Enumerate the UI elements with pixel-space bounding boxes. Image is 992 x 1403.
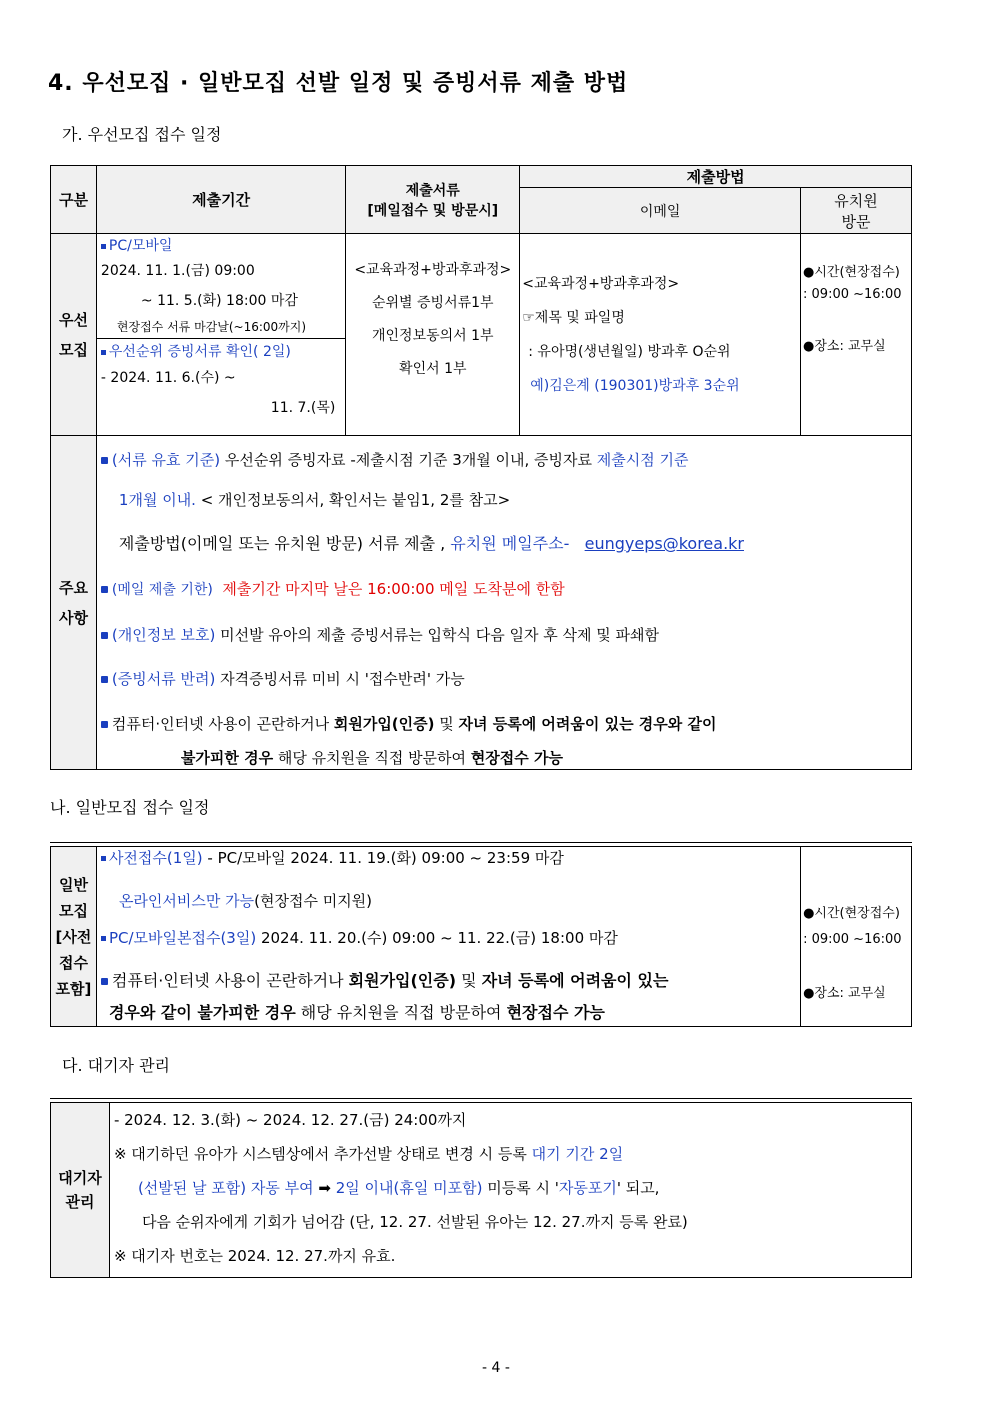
general-onsite-text1: 컴퓨터·인터넷 사용이 곤란하거나 bbox=[111, 971, 349, 990]
period-cell bbox=[96, 234, 345, 436]
waitlist-line3 bbox=[114, 1171, 907, 1205]
check-label-line bbox=[101, 341, 341, 363]
waitlist-line2 bbox=[114, 1137, 907, 1171]
notes-cell bbox=[96, 436, 911, 770]
email-line2: ☞제목 및 파일명 bbox=[522, 309, 625, 326]
pre-registration-text: - PC/모바일 2024. 11. 19.(화) 09:00 ~ 23:59 마감 bbox=[202, 849, 564, 867]
note-privacy-tag: (개인정보 보호) bbox=[111, 626, 216, 644]
bullet-icon bbox=[101, 936, 106, 941]
note-deadline bbox=[101, 566, 907, 613]
bullet-icon bbox=[101, 856, 106, 861]
note-validity-month: 1개월 이내. bbox=[118, 491, 196, 509]
row-label-line1: 우선 bbox=[58, 310, 88, 329]
online-only-text: (현장접수 미지원) bbox=[254, 892, 373, 910]
waitlist-line5: ※ 대기자 번호는 2024. 12. 27.까지 유효. bbox=[113, 1247, 396, 1265]
note-method-mail-label: 유치원 메일주소- bbox=[450, 534, 570, 553]
note-return bbox=[101, 657, 907, 701]
visit-place: ●장소: 교무실 bbox=[803, 339, 886, 354]
pre-registration-label: 사전접수(1일) bbox=[108, 849, 203, 867]
visit-time-label: ●시간(현장접수) bbox=[803, 265, 900, 280]
waitlist-content bbox=[109, 1103, 911, 1278]
header-docs-line2: [메일접수 및 방문시] bbox=[367, 202, 499, 219]
general-label-line3: [사전 bbox=[55, 927, 92, 946]
general-onsite-bold1: 회원가입(인증) bbox=[348, 971, 457, 990]
note-method-text: 제출방법(이메일 또는 유치원 방문) 서류 제출 , bbox=[118, 534, 451, 553]
docs-line3: 개인정보동의서 1부 bbox=[372, 328, 494, 344]
section-c-title: 다. 대기자 관리 bbox=[62, 1056, 170, 1075]
header-period: 제출기간 bbox=[96, 166, 345, 234]
note-onsite bbox=[101, 701, 907, 747]
general-onsite-text2: 및 bbox=[456, 971, 482, 990]
note-privacy-text: 미선발 유아의 제출 증빙서류는 입학식 다음 일자 후 삭제 및 파쇄함 bbox=[215, 626, 660, 644]
main-registration-text: 2024. 11. 20.(수) 09:00 ~ 11. 22.(금) 18:00 마감 bbox=[256, 929, 618, 947]
bullet-icon bbox=[101, 632, 108, 639]
note-validity bbox=[101, 442, 907, 478]
header-email: 이메일 bbox=[520, 188, 801, 234]
pre-registration bbox=[101, 847, 796, 869]
general-label bbox=[51, 847, 97, 1027]
general-onsite-cont bbox=[101, 1001, 796, 1025]
note-privacy bbox=[101, 613, 907, 657]
email-line3: : 유아명(생년월일) 방과후 O순위 bbox=[528, 343, 731, 360]
bullet-icon bbox=[101, 676, 108, 683]
docs-line4: 확인서 1부 bbox=[399, 361, 467, 377]
priority-schedule-table bbox=[50, 165, 912, 770]
waitlist-label-line1: 대기자 bbox=[58, 1169, 102, 1187]
general-onsite-cont-text: 해당 유치원을 직접 방문하여 bbox=[295, 1003, 507, 1022]
header-visit bbox=[801, 188, 912, 234]
waitlist-table bbox=[50, 1102, 912, 1278]
bullet-icon bbox=[101, 457, 108, 464]
note-method bbox=[101, 522, 907, 566]
pc-mobile-label: PC/모바일 bbox=[108, 238, 173, 254]
section-b-title: 나. 일반모집 접수 일정 bbox=[50, 798, 210, 817]
general-onsite-cont-bold2: 현장접수 가능 bbox=[506, 1003, 605, 1022]
section-b-topline bbox=[50, 842, 912, 843]
notes-label-line1: 주요 bbox=[58, 578, 88, 597]
general-label-line1: 일반 bbox=[58, 875, 88, 894]
bullet-icon bbox=[101, 244, 106, 249]
bullet-icon bbox=[101, 586, 108, 593]
general-label-line4: 접수 bbox=[58, 953, 88, 972]
visit-time-value: : 09:00 ~16:00 bbox=[803, 287, 902, 302]
notes-label bbox=[51, 436, 97, 770]
email-cell bbox=[520, 234, 801, 436]
note-deadline-text: 제출기간 마지막 날은 16:00:00 메일 도착분에 한함 bbox=[222, 580, 565, 598]
visit-cell bbox=[801, 234, 912, 436]
check-line1: - 2024. 11. 6.(수) ~ bbox=[100, 370, 236, 386]
waitlist-line3-auto: (선발된 날 포함) 자동 부여 bbox=[137, 1179, 314, 1197]
notes-label-line2: 사항 bbox=[58, 608, 88, 627]
waitlist-line3-tail: ' 되고, bbox=[616, 1179, 660, 1197]
note-validity-text: 우선순위 증빙자료 -제출시점 기준 3개월 이내, 증빙자료 bbox=[220, 451, 597, 469]
header-category: 구분 bbox=[51, 166, 97, 234]
general-onsite bbox=[101, 961, 796, 1001]
note-onsite-bold2: 자녀 등록에 어려움이 있는 경우와 같이 bbox=[458, 715, 717, 733]
docs-line1: <교육과정+방과후과정> bbox=[354, 262, 512, 278]
general-label-line2: 모집 bbox=[58, 901, 88, 920]
waitlist-line3-days: 2일 이내(휴일 미포함) bbox=[335, 1179, 483, 1197]
check-line2: 11. 7.(목) bbox=[270, 400, 336, 416]
bullet-icon bbox=[101, 978, 108, 985]
section-a-title: 가. 우선모집 접수 일정 bbox=[62, 125, 222, 144]
online-only bbox=[101, 881, 796, 921]
note-deadline-tag: (메일 제출 기한) bbox=[111, 582, 213, 598]
general-onsite-bold2: 자녀 등록에 어려움이 있는 bbox=[481, 971, 669, 990]
bullet-icon bbox=[101, 721, 108, 728]
main-heading: 4. 우선모집 · 일반모집 선발 일정 및 증빙서류 제출 방법 bbox=[48, 71, 629, 96]
header-method: 제출방법 bbox=[520, 166, 912, 188]
arrow-icon: ➡ bbox=[313, 1179, 336, 1197]
header-docs-line1: 제출서류 bbox=[405, 182, 460, 199]
note-onsite-bold1: 회원가입(인증) bbox=[333, 715, 435, 733]
header-visit-line1: 유치원 bbox=[834, 191, 878, 210]
pc-mobile-line bbox=[101, 236, 341, 256]
note-onsite-text2: 및 bbox=[434, 715, 459, 733]
header-visit-line2: 방문 bbox=[841, 212, 871, 231]
section-c-topline bbox=[50, 1098, 912, 1099]
note-validity-ref: < 개인정보동의서, 확인서는 붙임1, 2를 참고> bbox=[195, 491, 511, 509]
header-docs bbox=[346, 166, 520, 234]
general-visit-cell bbox=[801, 847, 912, 1027]
general-visit-place: ●장소: 교무실 bbox=[803, 986, 886, 1001]
docs-line2: 순위별 증빙서류1부 bbox=[372, 295, 494, 311]
email-line1: <교육과정+방과후과정> bbox=[522, 275, 680, 292]
waitlist-line2-text: ※ 대기하던 유아가 시스템상에서 추가선발 상태로 변경 시 등록 bbox=[113, 1145, 532, 1163]
period-line2: ~ 11. 5.(화) 18:00 마감 bbox=[140, 293, 298, 309]
bullet-icon bbox=[101, 350, 106, 355]
note-validity-cont bbox=[101, 478, 907, 522]
general-visit-time-value: : 09:00 ~16:00 bbox=[803, 932, 902, 947]
waitlist-line2-period: 대기 기간 2일 bbox=[531, 1145, 624, 1163]
note-return-text: 자격증빙서류 미비 시 '접수반려' 가능 bbox=[215, 670, 465, 688]
note-return-tag: (증빙서류 반려) bbox=[111, 670, 216, 688]
note-onsite-cont-bold2: 현장접수 가능 bbox=[470, 749, 563, 767]
row-label-line2: 모집 bbox=[58, 340, 88, 359]
general-onsite-cont-bold1: 경우와 같이 불가피한 경우 bbox=[108, 1003, 296, 1022]
online-only-label: 온라인서비스만 가능 bbox=[118, 892, 255, 910]
main-registration bbox=[101, 921, 796, 955]
email-line4: 예)김은계 (190301)방과후 3순위 bbox=[530, 377, 740, 394]
waitlist-line3-forfeit: 자동포기 bbox=[558, 1179, 617, 1197]
waitlist-label-line2: 관리 bbox=[65, 1193, 95, 1211]
docs-cell bbox=[346, 234, 520, 436]
note-validity-tag: (서류 유효 기준) bbox=[111, 451, 221, 469]
main-registration-label: PC/모바일본접수(3일) bbox=[108, 929, 257, 947]
general-visit-time-label: ●시간(현장접수) bbox=[803, 906, 900, 921]
page-number: - 4 - bbox=[482, 1360, 510, 1376]
note-onsite-cont bbox=[101, 747, 907, 769]
waitlist-label bbox=[51, 1103, 110, 1278]
general-schedule-table bbox=[50, 846, 912, 1027]
note-onsite-cont-bold1: 불가피한 경우 bbox=[180, 749, 274, 767]
general-content bbox=[96, 847, 800, 1027]
kindergarten-email-link[interactable]: eungyeps@korea.kr bbox=[584, 534, 744, 553]
period-line1: 2024. 11. 1.(금) 09:00 bbox=[100, 263, 255, 279]
waitlist-line1: - 2024. 12. 3.(화) ~ 2024. 12. 27.(금) 24:00까지 bbox=[113, 1111, 467, 1129]
onsite-note: 현장접수 서류 마감날(~16:00까지) bbox=[116, 320, 307, 334]
note-onsite-cont-text: 해당 유치원을 직접 방문하여 bbox=[273, 749, 471, 767]
waitlist-line3-text: 미등록 시 ' bbox=[482, 1179, 559, 1197]
general-label-line5: 포함] bbox=[55, 979, 92, 998]
row-label-priority bbox=[51, 234, 97, 436]
waitlist-line4: 다음 순위자에게 기회가 넘어감 (단, 12. 27. 선발된 유아는 12. 27.까지 등록 완료) bbox=[141, 1213, 688, 1231]
note-onsite-text1: 컴퓨터·인터넷 사용이 곤란하거나 bbox=[111, 715, 334, 733]
note-validity-tail: 제출시점 기준 bbox=[596, 451, 689, 469]
check-label: 우선순위 증빙서류 확인( 2일) bbox=[108, 344, 291, 360]
